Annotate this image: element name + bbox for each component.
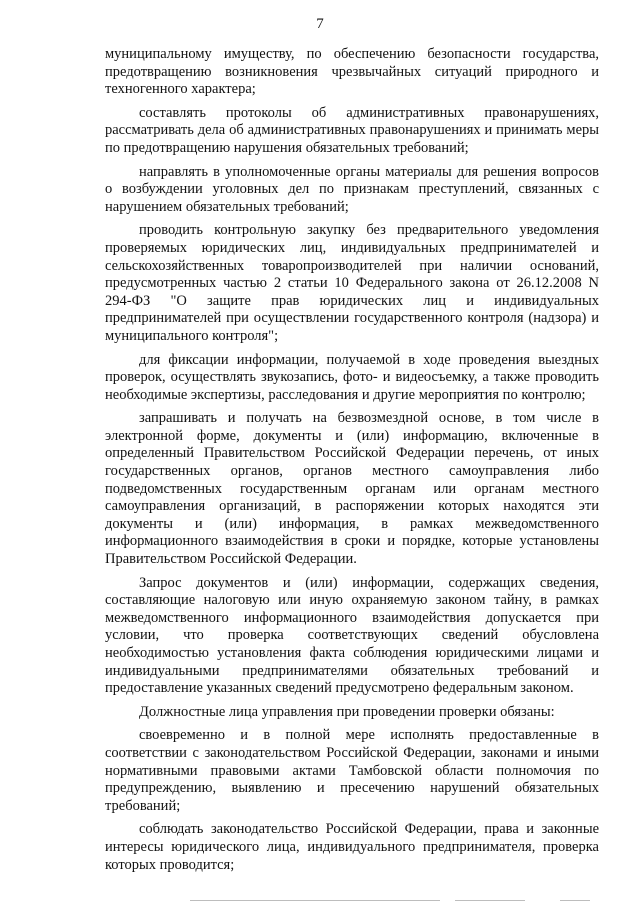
paragraph-officials-obliged: Должностные лица управления при проведении проверки обязаны: — [139, 703, 555, 720]
paragraph-request-documents: запрашивать и получать на безвозмездной основе, в том числе в электронной форме, документы и (или) информацию, включенные в определенный Правительством Российской Федерации перечень, от иных государственных органов, органов местного самоуправления либо подведомственных государственным органам или органам местного самоуправления организаций, в распоряжении которых находятся эти документы и (или) информация, в рамках межведомственного информационного взаимодействия в сроки и порядке, которые установлены Правительством Российской Федерации. — [105, 410, 599, 568]
paragraph-tax-secret-request: Запрос документов и (или) информации, содержащих сведения, составляющие налоговую или иную охраняемую законом тайну, в рамках межведомственного информационного взаимодействия допускается при условии, что проверка соответствующих сведений обусловлена необходимостью установления факта соблюдения юридическими лицами и индивидуальными предпринимателями обязательных требований и предоставление указанных сведений предусмотрено федеральным законом. — [105, 574, 599, 697]
paragraph-exercise-powers: своевременно и в полной мере исполнять предоставленные в соответствии с законодательством Российской Федерации, законами и иными нормативными правовыми актами Тамбовской области полномочия по предупреждению, выявлению и пресечению нарушений обязательных требований; — [105, 727, 599, 814]
paragraph-property-continuation: муниципальному имуществу, по обеспечению безопасности государства, предотвращению возникновения чрезвычайных ситуаций природного и техногенного характера; — [105, 46, 599, 98]
paragraph-observe-legislation: соблюдать законодательство Российской Федерации, права и законные интересы юридического лица, индивидуального предпринимателя, проверка которых проводится; — [105, 821, 599, 873]
scan-artifact-line — [560, 900, 590, 901]
paragraph-send-materials: направлять в уполномоченные органы материалы для решения вопросов о возбуждении уголовных дел по признакам преступлений, связанных с нарушением обязательных требований; — [105, 163, 599, 215]
document-body — [105, 46, 599, 880]
paragraph-compose-protocols: составлять протоколы об административных правонарушениях, рассматривать дела об административных правонарушениях и принимать меры по предотвращению нарушения обязательных требований; — [105, 104, 599, 156]
paragraph-recording: для фиксации информации, получаемой в ходе проведения выездных проверок, осуществлять звукозапись, фото- и видеосъемку, а также проводить необходимые экспертизы, расследования и другие мероприятия по контролю; — [105, 351, 599, 403]
page-number: 7 — [316, 16, 324, 32]
scan-artifact-line — [455, 900, 525, 901]
scan-artifact-line — [190, 900, 440, 901]
paragraph-control-purchase: проводить контрольную закупку без предварительного уведомления проверяемых юридических лиц, индивидуальных предпринимателей и сельскохозяйственных товаропроизводителей при наличии оснований, предусмотренных частью 2 статьи 10 Федерального закона от 26.12.2008 N 294-ФЗ "О защите прав юридических лиц и индивидуальных предпринимателей при осуществлении государственного контроля (надзора) и муниципального контроля"; — [105, 222, 599, 344]
